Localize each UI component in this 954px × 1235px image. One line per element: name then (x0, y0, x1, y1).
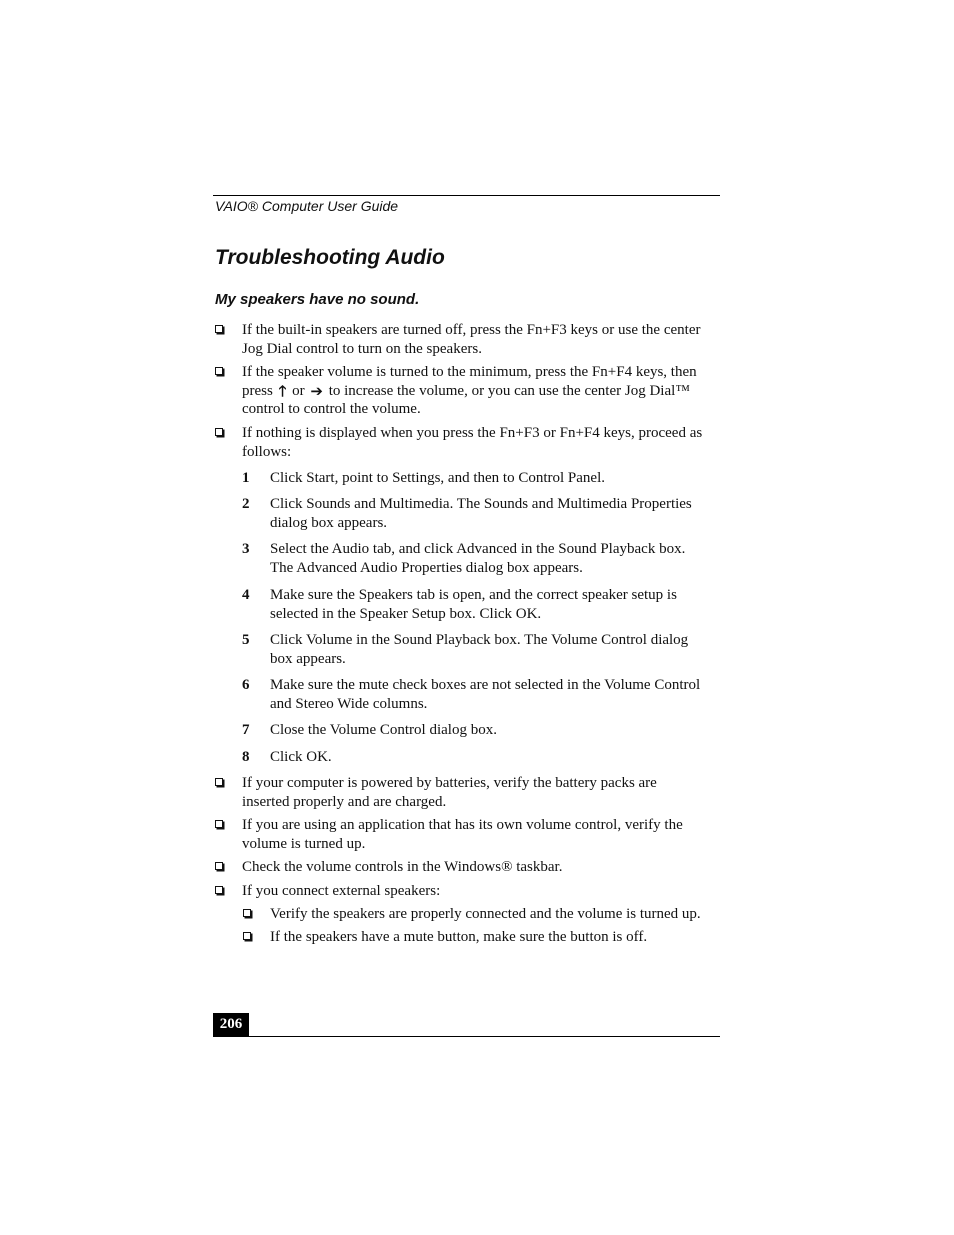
list-item-line: If the speaker volume is turned to the minimum, press the Fn+F4 keys, then (242, 364, 697, 380)
list-item (242, 363, 697, 419)
step-line: Click OK. (270, 749, 332, 765)
sub-list-item (270, 928, 647, 947)
right-arrow-icon: ➔ (310, 381, 323, 400)
step-item (270, 495, 692, 532)
list-item-line: If you are using an application that has its own volume control, verify the (242, 817, 683, 833)
up-arrow-icon: 🡑 (278, 381, 287, 400)
list-item (242, 858, 562, 877)
step-number: 4 (242, 587, 250, 603)
list-item-line: If nothing is displayed when you press the Fn+F3 or Fn+F4 keys, proceed as (242, 425, 703, 441)
step-item (270, 748, 332, 767)
step-line: and Stereo Wide columns. (270, 695, 428, 712)
step-number: 6 (242, 677, 250, 693)
list-item-line: If your computer is powered by batteries, verify the battery packs are (242, 775, 657, 791)
step-number: 2 (242, 496, 250, 512)
list-item-line: If you connect external speakers: (242, 883, 441, 899)
list-item-text: or (292, 382, 305, 399)
step-line: Click Start, point to Settings, and then to Control Panel. (270, 470, 605, 486)
step-number: 7 (242, 722, 250, 738)
list-item (242, 321, 700, 358)
sub-list-item-line: Verify the speakers are properly connected and the volume is turned up. (270, 906, 701, 922)
page-title: Troubleshooting Audio (215, 246, 445, 269)
step-line: Click Sounds and Multimedia. The Sounds and Multimedia Properties (270, 496, 692, 512)
checkbox-bullet-icon (215, 886, 223, 894)
list-item-line: control to control the volume. (242, 401, 421, 417)
step-line: dialog box appears. (270, 514, 388, 531)
step-line: Make sure the Speakers tab is open, and the correct speaker setup is (270, 587, 677, 603)
step-line: box appears. (270, 650, 346, 667)
step-line: selected in the Speaker Setup box. Click OK. (270, 605, 542, 622)
sub-list-item (270, 905, 701, 924)
step-item (270, 721, 497, 740)
step-item (270, 676, 700, 713)
footer-rule (213, 1036, 720, 1037)
sub-list-item-line: If the speakers have a mute button, make sure the button is off. (270, 929, 648, 945)
checkbox-bullet-icon (215, 428, 223, 436)
list-item-line: volume is turned up. (242, 835, 366, 852)
section-subhead: My speakers have no sound. (215, 291, 420, 308)
checkbox-bullet-icon (215, 820, 223, 828)
step-item (270, 586, 677, 623)
list-item (242, 882, 440, 901)
checkbox-bullet-icon (215, 778, 223, 786)
step-number: 1 (242, 470, 250, 486)
step-number: 5 (242, 632, 250, 648)
list-item-text: to increase the volume, or you can use the center Jog Dial™ (328, 382, 690, 399)
list-item-line: Check the volume controls in the Windows® taskbar. (242, 859, 563, 875)
running-header: VAIO® Computer User Guide (215, 198, 399, 214)
list-item-line: Jog Dial control to turn on the speakers. (242, 340, 482, 357)
list-item-line: If the built-in speakers are turned off, press the Fn+F3 keys or use the center (242, 322, 701, 338)
checkbox-bullet-icon (243, 909, 251, 917)
list-item (242, 774, 657, 811)
step-number: 3 (242, 541, 250, 557)
step-line: The Advanced Audio Properties dialog box appears. (270, 559, 583, 576)
header-rule (213, 195, 720, 196)
checkbox-bullet-icon (215, 367, 223, 375)
step-item (270, 631, 688, 668)
step-number: 8 (242, 749, 250, 765)
checkbox-bullet-icon (215, 862, 223, 870)
step-line: Make sure the mute check boxes are not selected in the Volume Control (270, 677, 701, 693)
list-item (242, 424, 702, 461)
checkbox-bullet-icon (215, 325, 223, 333)
step-line: Close the Volume Control dialog box. (270, 722, 497, 738)
list-item (242, 816, 683, 853)
list-item-line: inserted properly and are charged. (242, 793, 447, 810)
page-number: 206 (213, 1013, 249, 1037)
step-item (270, 469, 605, 488)
list-item-line (242, 382, 697, 401)
step-line: Select the Audio tab, and click Advanced in the Sound Playback box. (270, 541, 686, 557)
list-item-text: press (242, 382, 273, 399)
step-item (270, 540, 685, 577)
step-line: Click Volume in the Sound Playback box. The Volume Control dialog (270, 632, 689, 648)
list-item-line: follows: (242, 443, 292, 460)
checkbox-bullet-icon (243, 932, 251, 940)
